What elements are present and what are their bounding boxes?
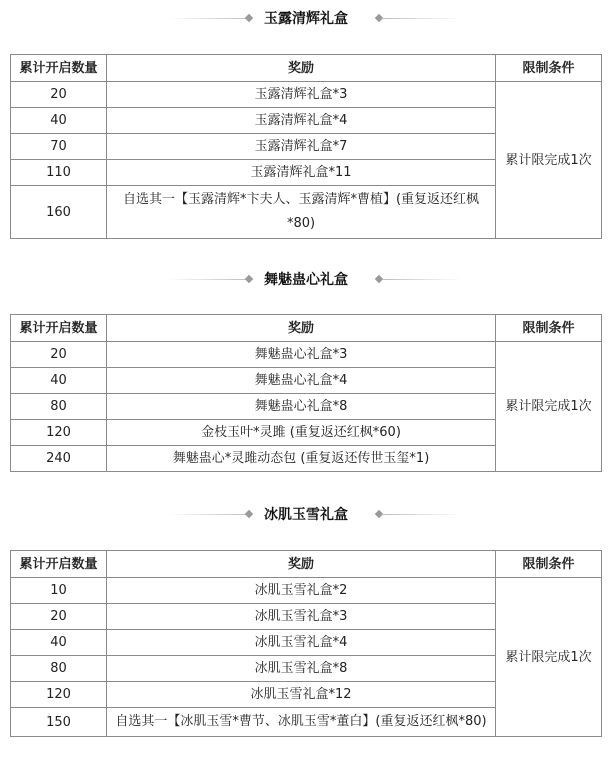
section-heading — [10, 505, 602, 525]
divider-line — [382, 514, 462, 515]
count-cell: 40 — [11, 108, 107, 134]
count-cell: 160 — [11, 186, 107, 239]
count-cell: 20 — [11, 342, 107, 368]
count-cell: 70 — [11, 134, 107, 160]
count-cell: 110 — [11, 160, 107, 186]
header-count: 累计开启数量 — [11, 315, 107, 342]
reward-table — [10, 314, 602, 472]
reward-table — [10, 54, 602, 239]
section-title: 舞魅蛊心礼盒 — [264, 272, 348, 288]
header-reward: 奖励 — [107, 55, 496, 82]
limit-cell: 累计限完成1次 — [496, 82, 602, 239]
count-cell: 40 — [11, 630, 107, 656]
count-cell: 80 — [11, 394, 107, 420]
table-row — [11, 82, 602, 108]
count-cell: 240 — [11, 446, 107, 472]
reward-cell: 冰肌玉雪礼盒*2 — [107, 578, 496, 604]
reward-cell: 舞魅蛊心礼盒*8 — [107, 394, 496, 420]
reward-cell: 自选其一【冰肌玉雪*曹节、冰肌玉雪*董白】(重复返还红枫*80) — [107, 708, 496, 737]
table-header-row — [11, 315, 602, 342]
count-cell: 80 — [11, 656, 107, 682]
count-cell: 150 — [11, 708, 107, 737]
reward-cell: 冰肌玉雪礼盒*3 — [107, 604, 496, 630]
reward-cell: 冰肌玉雪礼盒*4 — [107, 630, 496, 656]
reward-cell: 玉露清辉礼盒*7 — [107, 134, 496, 160]
section-title: 冰肌玉雪礼盒 — [264, 507, 348, 523]
count-cell: 10 — [11, 578, 107, 604]
reward-cell: 玉露清辉礼盒*4 — [107, 108, 496, 134]
reward-cell: 冰肌玉雪礼盒*12 — [107, 682, 496, 708]
count-cell: 120 — [11, 682, 107, 708]
table-row — [11, 342, 602, 368]
header-limit: 限制条件 — [496, 55, 602, 82]
header-limit: 限制条件 — [496, 315, 602, 342]
section-title: 玉露清辉礼盒 — [264, 11, 348, 27]
limit-cell: 累计限完成1次 — [496, 342, 602, 472]
divider-line — [382, 18, 462, 19]
reward-cell: 舞魅蛊心礼盒*4 — [107, 368, 496, 394]
header-reward: 奖励 — [107, 551, 496, 578]
count-cell: 120 — [11, 420, 107, 446]
count-cell: 20 — [11, 82, 107, 108]
header-count: 累计开启数量 — [11, 551, 107, 578]
table-row — [11, 578, 602, 604]
reward-cell: 金枝玉叶*灵雎 (重复返还红枫*60) — [107, 420, 496, 446]
section-heading — [10, 270, 602, 290]
divider-line — [382, 279, 462, 280]
limit-cell: 累计限完成1次 — [496, 578, 602, 737]
reward-cell: 冰肌玉雪礼盒*8 — [107, 656, 496, 682]
count-cell: 40 — [11, 368, 107, 394]
table-header-row — [11, 551, 602, 578]
count-cell: 20 — [11, 604, 107, 630]
reward-cell: 舞魅蛊心礼盒*3 — [107, 342, 496, 368]
reward-cell: 玉露清辉礼盒*3 — [107, 82, 496, 108]
header-limit: 限制条件 — [496, 551, 602, 578]
reward-cell: 自选其一【玉露清辉*卞夫人、玉露清辉*曹植】(重复返还红枫*80) — [107, 186, 496, 239]
header-count: 累计开启数量 — [11, 55, 107, 82]
table-header-row — [11, 55, 602, 82]
reward-cell: 舞魅蛊心*灵雎动态包 (重复返还传世玉玺*1) — [107, 446, 496, 472]
reward-table — [10, 550, 602, 737]
header-reward: 奖励 — [107, 315, 496, 342]
reward-cell: 玉露清辉礼盒*11 — [107, 160, 496, 186]
section-heading — [10, 9, 602, 29]
